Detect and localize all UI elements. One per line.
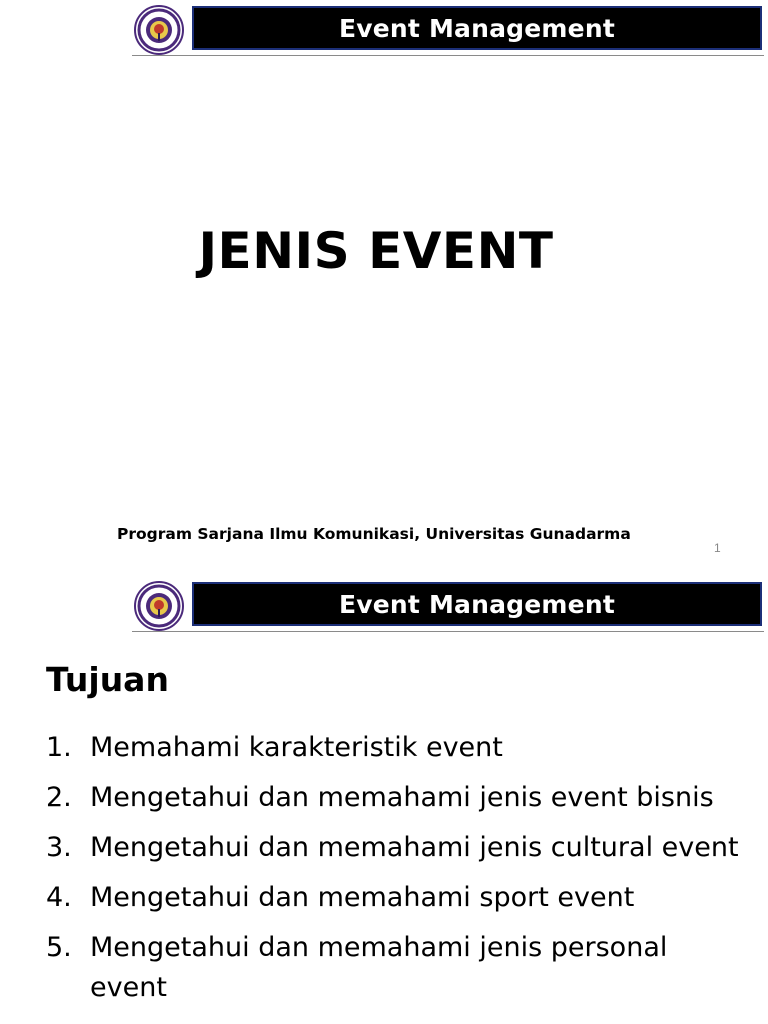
list-text: Mengetahui dan memahami jenis cultural event — [90, 832, 739, 863]
list-text: Mengetahui dan memahami sport event — [90, 882, 635, 913]
header-divider — [132, 55, 764, 56]
list-text: Memahami karakteristik event — [90, 732, 503, 763]
list-item — [46, 728, 746, 768]
university-seal-icon — [132, 5, 186, 55]
slide-title: JENIS EVENT — [198, 222, 554, 280]
header-divider — [132, 631, 764, 632]
list-item — [46, 878, 746, 918]
objective-list — [46, 728, 746, 1018]
header-title: Event Management — [338, 13, 615, 43]
slide-header — [132, 581, 764, 631]
list-number: 5. — [46, 932, 72, 963]
slide-footer: Program Sarjana Ilmu Komunikasi, Universitas Gunadarma — [117, 525, 631, 543]
page-number: 1 — [714, 541, 721, 555]
title-bar — [192, 6, 762, 50]
slide-2 — [0, 576, 768, 1024]
header-title: Event Management — [338, 589, 615, 619]
list-item — [46, 928, 746, 1008]
list-text: Mengetahui dan memahami jenis personal event — [90, 932, 668, 1003]
list-item — [46, 778, 746, 818]
slide-header — [132, 5, 764, 55]
list-text: Mengetahui dan memahami jenis event bisnis — [90, 782, 714, 813]
list-number: 1. — [46, 732, 72, 763]
list-number: 2. — [46, 782, 72, 813]
university-seal-icon — [132, 581, 186, 631]
title-bar — [192, 582, 762, 626]
list-number: 3. — [46, 832, 72, 863]
section-heading: Tujuan — [46, 660, 169, 699]
list-item — [46, 828, 746, 868]
list-number: 4. — [46, 882, 72, 913]
